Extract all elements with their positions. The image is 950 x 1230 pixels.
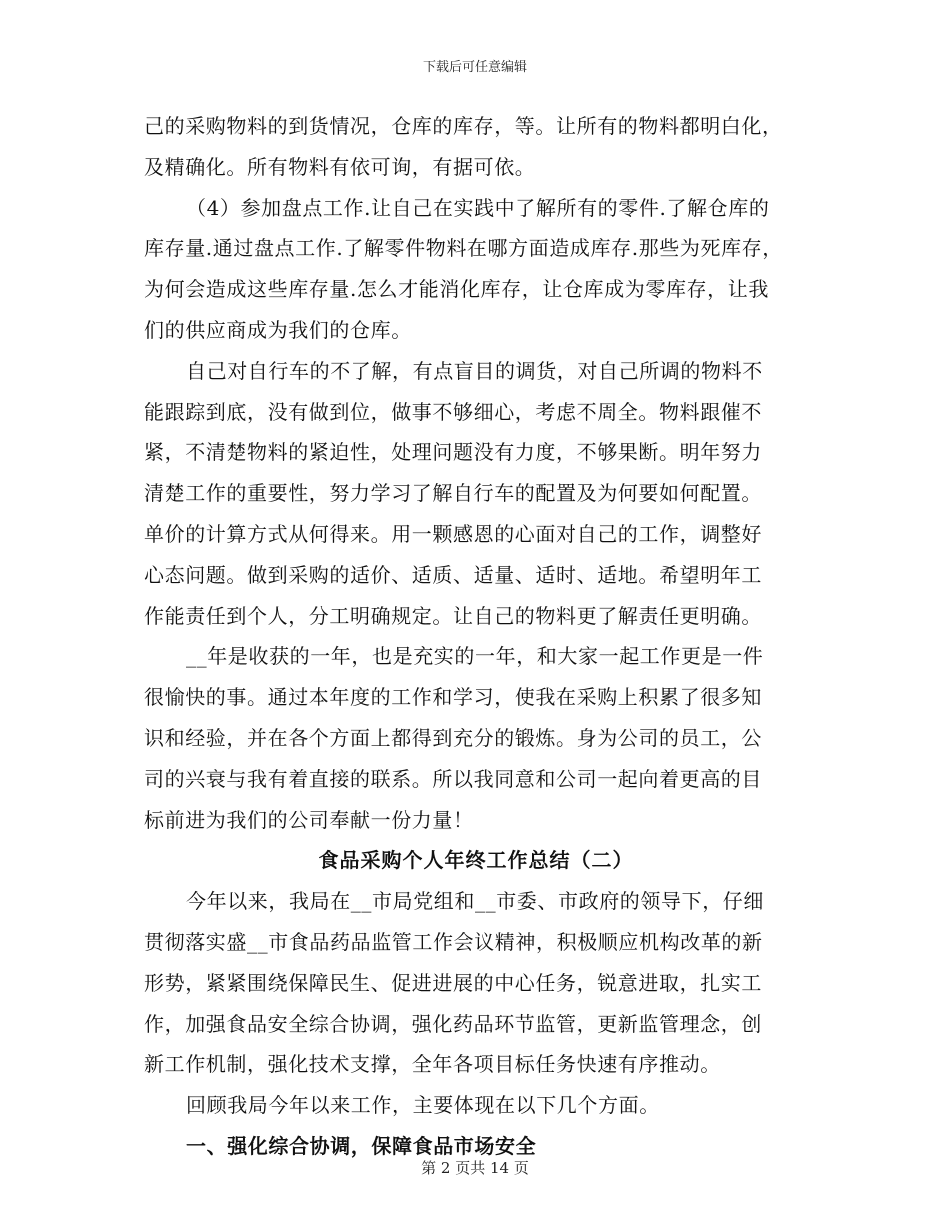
paragraph-start: 今年以来，我局在__市局党组和__市委、市政府的领导下，仔细: [186, 889, 764, 914]
text-line: 司的兴衰与我有着直接的联系。所以我同意和公司一起向着更高的目: [144, 766, 762, 791]
text-line: 标前进为我们的公司奉献一份力量！: [144, 807, 474, 832]
text-line: 很愉快的事。通过本年度的工作和学习，使我在采购上积累了很多知: [144, 685, 762, 710]
text-line: 库存量.通过盘点工作.了解零件物料在哪方面造成库存.那些为死库存，: [144, 236, 783, 261]
text-line: 为何会造成这些库存量.怎么才能消化库存，让仓库成为零库存，让我: [144, 277, 769, 302]
document-body: [144, 106, 808, 1167]
text-line: 清楚工作的重要性，努力学习了解自行车的配置及为何要如何配置。: [144, 481, 762, 506]
text-line: 识和经验，并在各个方面上都得到充分的锻炼。身为公司的员工，公: [144, 725, 762, 750]
paragraph-start: __年是收获的一年，也是充实的一年，和大家一起工作更是一件: [186, 644, 764, 669]
text-line: 贯彻落实盛__市食品药品监管工作会议精神，积极顺应机构改革的新: [144, 929, 763, 954]
section-title: 食品采购个人年终工作总结（二）: [318, 848, 634, 873]
text-line: 单价的计算方式从何得来。用一颗感恩的心面对自己的工作，调整好: [144, 521, 762, 546]
page-header: 下载后可任意编辑: [422, 60, 527, 75]
text-line: 形势，紧紧围绕保障民生、促进进展的中心任务，锐意进取，扎实工: [144, 970, 762, 995]
text-line: 及精确化。所有物料有依可询，有据可依。: [144, 154, 536, 179]
paragraph-start: 回顾我局今年以来工作，主要体现在以下几个方面。: [186, 1093, 660, 1118]
text-line: 们的供应商成为我们的仓库。: [144, 317, 412, 342]
text-line: 作能责任到个人，分工明确规定。让自己的物料更了解责任更明确。: [144, 603, 762, 628]
text-line: 己的采购物料的到货情况，仓库的库存，等。让所有的物料都明白化，: [144, 114, 783, 138]
text-line: 能跟踪到底，没有做到位，做事不够细心，考虑不周全。物料跟催不: [144, 399, 762, 424]
subsection-heading: 一、强化综合协调，保障食品市场安全: [186, 1133, 537, 1158]
text-line: 新工作机制，强化技术支撑，全年各项目标任务快速有序推动。: [144, 1052, 721, 1077]
paragraph-start: （4）参加盘点工作.让自己在实践中了解所有的零件.了解仓库的: [186, 195, 770, 220]
text-line: 心态问题。做到采购的适价、适质、适量、适时、适地。希望明年工: [144, 562, 762, 587]
text-line: 作，加强食品安全综合协调，强化药品环节监管，更新监管理念，创: [144, 1011, 762, 1036]
text-line: 紧，不清楚物料的紧迫性，处理问题没有力度，不够果断。明年努力: [144, 440, 762, 465]
page-number: 第 2 页共 14 页: [421, 1159, 529, 1177]
paragraph-start: 自己对自行车的不了解，有点盲目的调货，对自己所调的物料不: [186, 358, 763, 383]
